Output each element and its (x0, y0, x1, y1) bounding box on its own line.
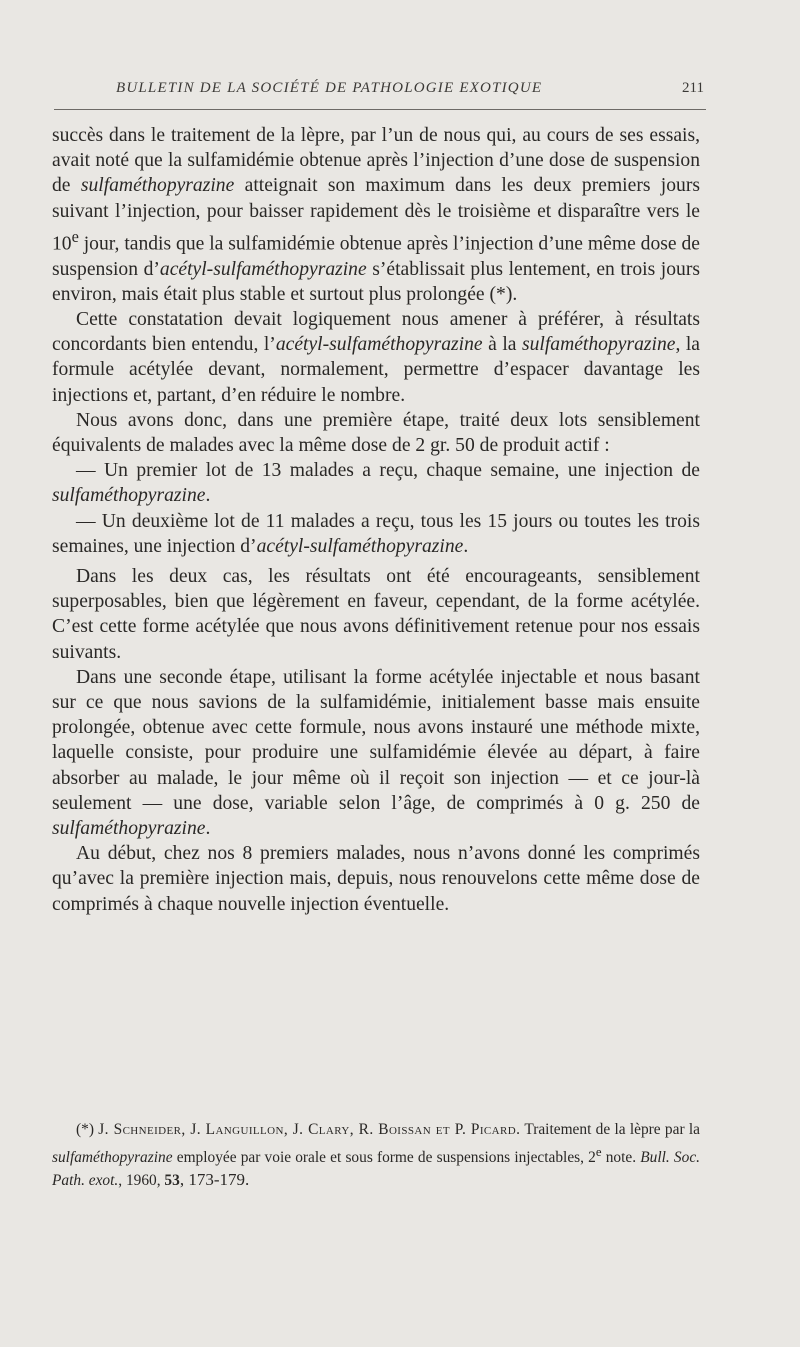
drug-name: acétyl-sulfaméthopyrazine (256, 535, 464, 557)
journal-title: BULLETIN DE LA SOCIÉTÉ DE PATHOLOGIE EXOTIQUE (116, 80, 543, 96)
body-text (52, 123, 700, 917)
running-header (52, 80, 704, 108)
paragraph-1: succès dans le traitement de la lèpre, par l’un de nous qui, au cours de ses essais, avait noté que la sulfamidémie obtenue après l’injection d’une dose de suspension de sulfaméthopyrazine atteignait son maximum dans les deux premiers jours suivant l’injection, pour baisser rapidement dès le troisième et disparaître vers le 10e jour, tandis que la sulfamidémie obtenue après l’injection d’une même dose de suspension d’acétyl-sulfaméthopyrazine s’établissait plus lentement, en trois jours environ, mais était plus stable et surtout plus prolongée (*). (52, 125, 700, 305)
ordinal-suffix: e (71, 226, 79, 246)
journal-abbrev: Bull. Soc. Path. exot. (52, 1149, 701, 1190)
paragraph-4: — Un premier lot de 13 malades a reçu, chaque semaine, une injection de sulfaméthopyrazine. (52, 460, 700, 507)
footnote-marker: (*) (76, 1121, 94, 1138)
paragraph-3: Nous avons donc, dans une première étape, traité deux lots sensiblement équivalents de malades avec la même dose de 2 gr. 50 de produit actif : (52, 409, 700, 456)
page-range: , 173-179. (179, 1170, 250, 1190)
drug-name: sulfaméthopyrazine (80, 175, 235, 197)
paragraph-8: Au début, chez nos 8 premiers malades, nous n’avons donné les comprimés qu’avec la première injection mais, depuis, nous renouvelons cette même dose de comprimés à chaque nouvelle injection éventuelle. (52, 843, 700, 915)
footnote-text: (*) J. Schneider, J. Languillon, J. Clary, R. Boissan et P. Picard. Traitement de la lèpre par la sulfaméthopyrazine employée par voie orale et sous forme de suspensions injectables, 2e note. Bull. Soc. Path. exot., 1960, 53, 173-179. (52, 1121, 701, 1190)
volume-number: 53 (164, 1172, 180, 1190)
drug-name: acétyl-sulfaméthopyrazine (159, 258, 367, 280)
header-rule (54, 109, 706, 110)
paragraph-5: — Un deuxième lot de 11 malades a reçu, tous les 15 jours ou toutes les trois semaines, une injection d’acétyl-sulfaméthopyrazine. (52, 510, 700, 557)
footnote-authors: J. Schneider, J. Languillon, J. Clary, R. Boissan et P. Picard. (98, 1121, 521, 1138)
ordinal-suffix: e (595, 1145, 602, 1159)
drug-name: sulfaméthopyrazine (521, 334, 676, 356)
drug-name: acétyl-sulfaméthopyrazine (275, 334, 483, 356)
paragraph-6: Dans les deux cas, les résultats ont été encourageants, sensiblement superposables, bien que légèrement en faveur, cependant, de la forme acétylée. C’est cette forme acétylée que nous avons définitivement retenue pour nos essais suivants. (52, 565, 700, 663)
drug-name: sulfaméthopyrazine (52, 818, 206, 840)
paragraph-7: Dans une seconde étape, utilisant la forme acétylée injectable et nous basant sur ce que nous savions de la sulfamidémie, initialement basse mais ensuite prolongée, obtenue avec cette formule, nous avons instauré une méthode mixte, laquelle consiste, pour produire une sulfamidémie élevée au départ, à faire absorber au malade, le jour même où il reçoit son injection — et ce jour-là seulement — une dose, variable selon l’âge, de comprimés à 0 g. 250 de sulfaméthopyrazine. (52, 666, 700, 840)
page-number: 211 (682, 80, 704, 96)
drug-name: sulfaméthopyrazine (52, 485, 206, 507)
drug-name: sulfaméthopyrazine (52, 1149, 173, 1167)
paragraph-2: Cette constatation devait logiquement nous amener à préférer, à résultats concordants bien entendu, l’acétyl-sulfaméthopyrazine à la sulfaméthopyrazine, la formule acétylée devant, normalement, permettre d’espacer davantage les injections et, partant, d’en réduire le nombre. (52, 308, 700, 406)
footnote (52, 1119, 700, 1192)
